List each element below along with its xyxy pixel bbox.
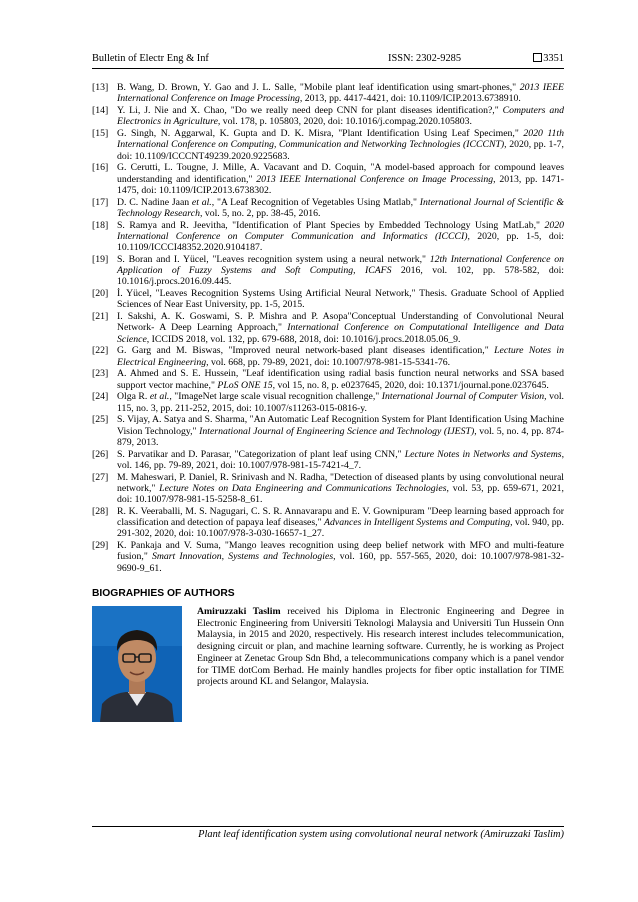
reference-text: , "A Leaf Recognition of Vegetables Using Matlab," [211, 196, 420, 208]
reference-text: G. Garg and M. Biswas, "Improved neural network-based plant diseases identification," [117, 345, 495, 357]
reference-number: [29] [92, 540, 109, 552]
reference-text: A. Ahmed and S. E. Hussein, "Leaf identification using radial basis function neural networks and SSA based support vector machine," [117, 368, 564, 391]
reference-text: , vol. 668, pp. 79-89, 2021, doi: 10.1007/978-981-15-5341-76. [206, 356, 451, 368]
reference-venue: International Conference on Computational Intelligence and Data Science [117, 322, 564, 345]
reference-item [92, 449, 564, 472]
author-biography [197, 606, 564, 688]
reference-text: , 2020, pp. 1-7, doi: 10.1109/ICCCNT49239.2020.9225683. [117, 139, 564, 162]
reference-number: [23] [92, 368, 109, 380]
reference-text: I. Sakshi, A. K. Goswami, S. P. Mishra and P. Asopa"Conceptual Understanding of Convolutional Neural Network- A Deep Learning Approach," [117, 311, 564, 334]
reference-venue: 2020 International Conference on Computer Communication and Informatics (ICCCI) [117, 219, 564, 242]
reference-number: [14] [92, 104, 109, 116]
reference-text: , vol. 160, pp. 557-565, 2020, doi: 10.1007/978-981-32-9690-9_61. [117, 551, 564, 574]
reference-text: M. Maheswari, P. Daniel, R. Srinivash and N. Radha, "Detection of diseased plants by using convolutional neural network," [117, 471, 564, 494]
reference-text: 2016, vol. 102, pp. 578-582, doi: 10.1016/j.procs.2016.09.445. [117, 265, 565, 288]
reference-text: , 2013, pp. 1471-1475, doi: 10.1109/ICIP.2013.6738302. [117, 173, 565, 196]
reference-text: , ICCIDS 2018, vol. 132, pp. 679-688, 2018, doi: 10.1016/j.procs.2018.05.06_9. [146, 333, 461, 345]
reference-number: [20] [92, 288, 109, 300]
reference-text: , vol. 5, no. 4, pp. 874-879, 2013. [117, 425, 564, 448]
reference-number: [21] [92, 311, 109, 323]
biography-body: received his Diploma in Electronic Engineering and Degree in Electronic Engineering from Universiti Teknologi Malaysia and Universiti Tun Hussein Onn Malaysia, in 2015 and 2020, respectively. His research interest includes telecommunication, designing circuit or plan, and machine learning software. Currently, he is working as Project Engineer at Zenetac Group Sdn Bhd, a telecommunications company which is a panel vendor for TIME dotCom Berhad. He mainly handles projects for fiber optic installation for TIME projects around KL and Selangor, Malaysia. [197, 606, 564, 688]
journal-name: Bulletin of Electr Eng & Inf [92, 53, 209, 64]
reference-text: Olga R. [117, 391, 150, 403]
reference-list [92, 82, 564, 574]
reference-text: , 2013, pp. 4417-4421, doi: 10.1109/ICIP.2013.6738910. [299, 93, 521, 105]
square-icon [533, 53, 542, 62]
reference-text: S. Vijay, A. Satya and S. Sharma, "An Automatic Leaf Recognition System for Plant Identification Using Machine Vision Technology," [117, 414, 564, 437]
reference-venue: Lecture Notes on Data Engineering and Communications Technologies [159, 482, 447, 494]
author-name: Amiruzzaki Taslim [197, 606, 281, 617]
reference-venue: International Journal of Computer Vision, [381, 391, 547, 403]
reference-text: G. Singh, N. Aggarwal, K. Gupta and D. K. Misra, "Plant Identification Using Leaf Specimen," [117, 127, 524, 139]
reference-venue: 2013 IEEE International Conference on Image Processing [117, 82, 564, 105]
reference-item [92, 540, 564, 574]
reference-venue: 12th International Conference on Application of Fuzzy Systems and Soft Computing, ICAFS [117, 253, 564, 277]
reference-item [92, 82, 564, 105]
footer-rule [92, 826, 564, 827]
reference-number: [15] [92, 127, 109, 139]
reference-item [92, 128, 564, 162]
reference-number: [26] [92, 448, 109, 460]
page-number-block [533, 52, 564, 66]
reference-text: S. Ramya and R. Jeevitha, "Identification of Plant Species by Embedded Technology Using MatLab," [117, 219, 545, 231]
reference-text: Y. Li, J. Nie and X. Chao, "Do we really need deep CNN for plant diseases identification?," [117, 104, 503, 116]
reference-item [92, 288, 564, 311]
reference-text: , "ImageNet large scale visual recognition challenge," [169, 391, 382, 403]
reference-venue: Lecture Notes in Networks and Systems [404, 448, 562, 460]
reference-venue: 2013 IEEE International Conference on Image Processing [256, 173, 494, 185]
reference-text: S. Parvatikar and D. Parasar, "Categorization of plant leaf using CNN," [117, 448, 405, 460]
reference-number: [13] [92, 82, 109, 93]
reference-venue: Smart Innovation, Systems and Technologies [151, 551, 334, 563]
author-photo [92, 606, 182, 722]
reference-venue: et al. [149, 391, 170, 403]
reference-number: [28] [92, 505, 109, 517]
reference-text: S. Boran and I. Yücel, "Leaves recognition system using a neural network," [117, 253, 430, 265]
reference-venue: et al. [191, 196, 212, 208]
reference-number: [25] [92, 414, 109, 426]
reference-item [92, 311, 564, 345]
reference-venue: Lecture Notes in Electrical Engineering [117, 345, 565, 368]
reference-venue: 2020 11th International Conference on Computing, Communication and Networking Technologies (ICCCNT) [117, 127, 564, 151]
reference-text: K. Pankaja and V. Suma, "Mango leaves recognition using deep belief network with MFO and multi-feature fusion," [117, 540, 564, 563]
reference-item [92, 220, 564, 254]
reference-text: , 2020, pp. 1-5, doi: 10.1109/ICCCI48352.2020.9104187. [117, 230, 564, 254]
reference-text: G. Cerutti, L. Tougne, J. Mille, A. Vacavant and D. Coquin, "A model-based approach for compound leaves understanding and identification," [117, 162, 564, 185]
reference-item [92, 414, 564, 448]
reference-item [92, 506, 564, 540]
reference-number: [16] [92, 162, 109, 174]
reference-text: , vol. 940, pp. 291-302, 2020, doi: 10.1007/978-3-030-16657-1_27. [117, 517, 564, 540]
reference-item [92, 162, 564, 196]
reference-item [92, 254, 564, 288]
header-rule [92, 68, 564, 69]
reference-item [92, 368, 564, 391]
reference-number: [22] [92, 345, 109, 357]
reference-number: [17] [92, 196, 109, 208]
reference-text: , vol. 5, no. 2, pp. 38-45, 2016. [199, 207, 321, 219]
reference-text: vol. 115, no. 3, pp. 211-252, 2015, doi: 10.1007/s11263-015-0816-y. [117, 391, 564, 414]
running-header [92, 52, 564, 66]
reference-number: [19] [92, 253, 109, 265]
reference-text: D. C. Nadine Jaan [117, 196, 192, 208]
reference-text: B. Wang, D. Brown, Y. Gao and J. L. Salle, "Mobile plant leaf identification using smart-phones," [117, 82, 520, 93]
reference-item [92, 345, 564, 368]
reference-venue: PLoS ONE 15 [217, 379, 273, 391]
reference-item [92, 472, 564, 506]
reference-number: [27] [92, 471, 109, 483]
reference-text: vol. 178, p. 105803, 2020, doi: 10.1016/j.compag.2020.105803. [220, 116, 472, 128]
reference-text: , vol. 53, pp. 659-671, 2021, doi: 10.1007/978-981-15-5258-8_61. [117, 482, 564, 506]
reference-venue: International Journal of Scientific & Technology Research [117, 196, 565, 219]
reference-text: , vol 15, no. 8, p. e0237645, 2020, doi: 10.1371/journal.pone.0237645. [272, 379, 549, 391]
reference-item [92, 105, 564, 128]
reference-text: R. K. Veeraballi, M. S. Nagugari, C. S. R. Annavarapu and E. V. Gownipuram "Deep learning based approach for classification and detection of papaya leaf diseases," [117, 505, 564, 529]
running-footer: Plant leaf identification system using convolutional neural network (Amiruzzaki Taslim) [198, 829, 564, 840]
page-number: 3351 [543, 53, 564, 64]
reference-item [92, 197, 564, 220]
reference-number: [24] [92, 391, 109, 403]
reference-text: , vol. 146, pp. 79-89, 2021, doi: 10.1007/978-981-15-7421-4_7. [117, 448, 564, 471]
issn: ISSN: 2302-9285 [388, 53, 462, 64]
reference-venue: International Journal of Engineering Science and Technology (IJEST) [199, 425, 475, 437]
reference-venue: Computers and Electronics in Agriculture, [117, 104, 565, 128]
reference-venue: Advances in Intelligent Systems and Computing [324, 517, 511, 529]
biographies-heading: BIOGRAPHIES OF AUTHORS [92, 588, 235, 599]
reference-text: İ. Yücel, "Leaves Recognition Systems Using Artificial Neural Network," Thesis. Graduate School of Applied Sciences of Near East University, pp. 1-5, 2015. [117, 288, 564, 311]
reference-item [92, 391, 564, 414]
reference-number: [18] [92, 219, 109, 231]
